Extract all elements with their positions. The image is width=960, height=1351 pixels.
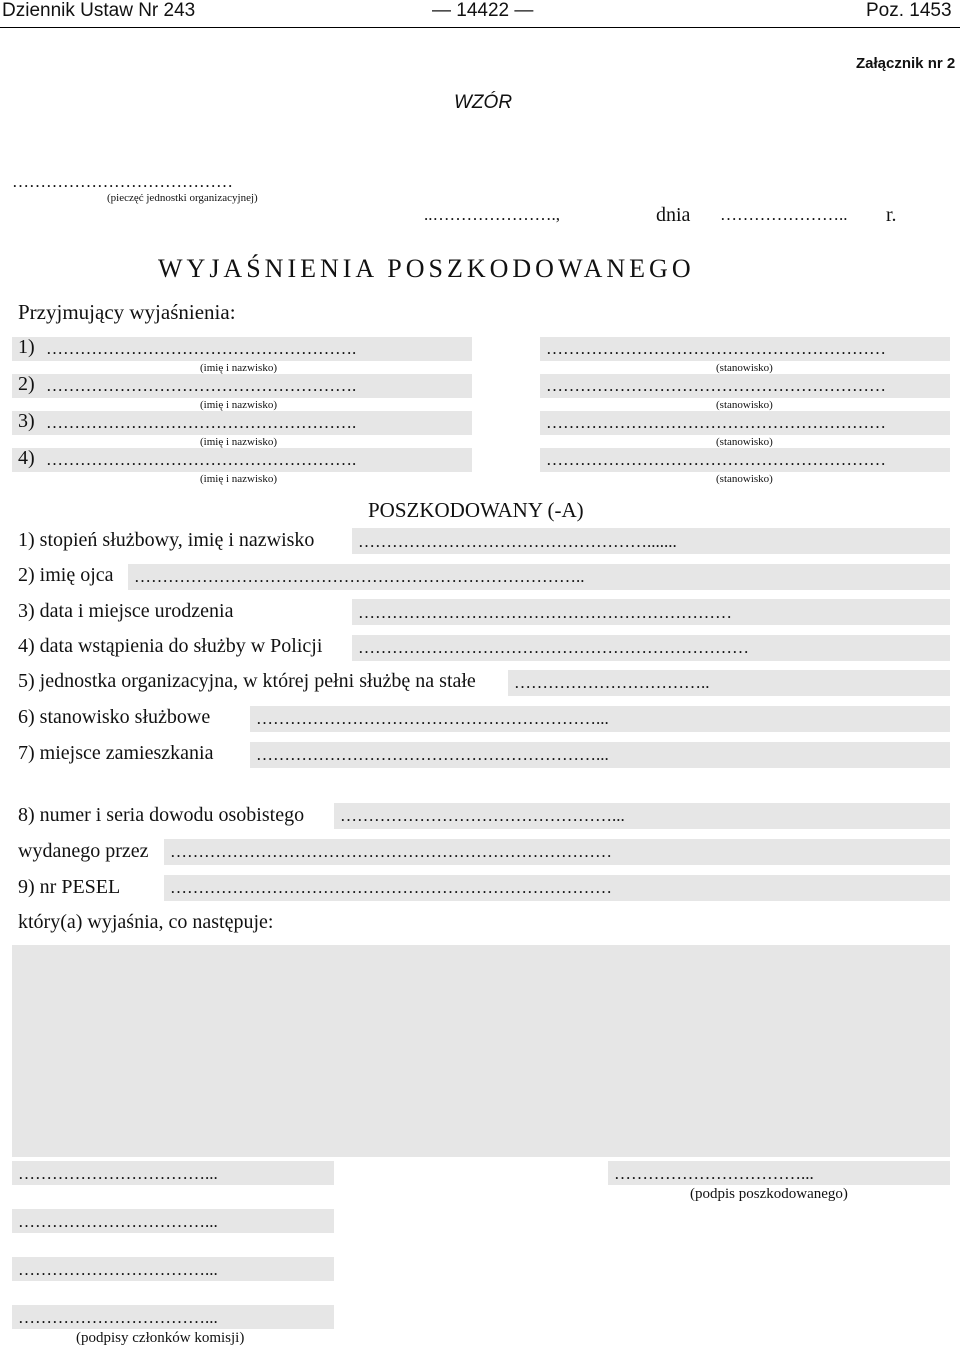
page-number: — 14422 — [432, 0, 534, 21]
dnia-label: dnia [656, 204, 691, 226]
injured-signature-caption: (podpis poszkodowanego) [690, 1186, 848, 1202]
receiver-number: 2) [18, 373, 35, 395]
statement-label: który(a) wyjaśnia, co następuje: [18, 911, 274, 933]
field-label-service: 4) data wstąpienia do służby w Policji [18, 635, 323, 657]
receiver-name-caption: (imię i nazwisko) [200, 436, 277, 448]
page-number-value: 14422 [456, 0, 510, 21]
receiver-name-dots: ………………………………………………. [46, 450, 357, 469]
template-label: WZÓR [454, 92, 513, 113]
receiver-position-caption: (stanowisko) [716, 436, 773, 448]
position-dots: ……………………………………………………... [256, 709, 609, 728]
statement-textarea[interactable] [12, 945, 950, 1157]
position-number: Poz. 1453 [866, 0, 952, 21]
stamp-caption: (pieczęć jednostki organizacyjnej) [107, 192, 258, 204]
service-date-dots: …………………………………………………………… [358, 638, 749, 657]
receiver-name-caption: (imię i nazwisko) [200, 399, 277, 411]
receiver-number: 1) [18, 336, 35, 358]
annex-label: Załącznik nr 2 [856, 55, 956, 72]
field-label-id: 8) numer i seria dowodu osobistego [18, 804, 305, 826]
injured-signature-dots: ……………………………... [614, 1164, 814, 1183]
receiver-number: 4) [18, 447, 35, 469]
receiver-name-dots: ………………………………………………. [46, 413, 357, 432]
journal-title: Dziennik Ustaw Nr 243 [2, 0, 196, 21]
address-dots: ……………………………………………………... [256, 745, 609, 764]
field-label-father: 2) imię ojca [18, 564, 114, 586]
receiver-position-dots: …………………………………………………… [546, 450, 886, 469]
pesel-dots: …………………………………………………………………… [170, 878, 612, 897]
receiver-name-caption: (imię i nazwisko) [200, 362, 277, 374]
stamp-field[interactable]: ………………………………… [12, 172, 233, 191]
receivers-heading: Przyjmujący wyjaśnienia: [18, 300, 236, 324]
commission-signature-caption: (podpisy członków komisji) [76, 1330, 245, 1346]
commission-signature-dots: ……………………………... [18, 1260, 218, 1279]
field-label-unit: 5) jednostka organizacyjna, w której pełni służbę na stałe [18, 670, 476, 692]
receiver-number: 3) [18, 410, 35, 432]
receiver-position-caption: (stanowisko) [716, 362, 773, 374]
field-label-address: 7) miejsce zamieszkania [18, 742, 214, 764]
receiver-position-dots: …………………………………………………… [546, 376, 886, 395]
receiver-name-dots: ………………………………………………. [46, 339, 357, 358]
father-name-dots: …………………………………………………………………….. [134, 567, 585, 586]
injured-heading: POSZKODOWANY (-A) [368, 498, 584, 522]
field-label-issued: wydanego przez [18, 840, 149, 862]
rank-name-dots: ……………………………………………....... [358, 532, 677, 551]
receiver-position-dots: …………………………………………………… [546, 413, 886, 432]
field-label-rank: 1) stopień służbowy, imię i nazwisko [18, 529, 315, 551]
commission-signature-dots: ……………………………... [18, 1308, 218, 1327]
receiver-position-caption: (stanowisko) [716, 473, 773, 485]
date-suffix: r. [886, 204, 897, 226]
document-title: WYJAŚNIENIA POSZKODOWANEGO [158, 254, 695, 283]
header-rule [0, 27, 960, 28]
date-field[interactable]: ………………….. [720, 205, 848, 224]
birth-dots: ………………………………………………………… [358, 603, 732, 622]
field-label-pesel: 9) nr PESEL [18, 876, 121, 898]
receiver-name-caption: (imię i nazwisko) [200, 473, 277, 485]
receiver-position-dots: …………………………………………………… [546, 339, 886, 358]
issued-dots: …………………………………………………………………… [170, 842, 612, 861]
commission-signature-dots: ……………………………... [18, 1164, 218, 1183]
commission-signature-dots: ……………………………... [18, 1212, 218, 1231]
field-label-birth: 3) data i miejsce urodzenia [18, 600, 234, 622]
field-label-position: 6) stanowisko służbowe [18, 706, 211, 728]
receiver-position-caption: (stanowisko) [716, 399, 773, 411]
id-dots: …………………………………………... [340, 806, 625, 825]
place-field[interactable]: ..…………………., [424, 205, 560, 224]
receiver-name-dots: ………………………………………………. [46, 376, 357, 395]
unit-dots: …………………………….. [514, 673, 710, 692]
